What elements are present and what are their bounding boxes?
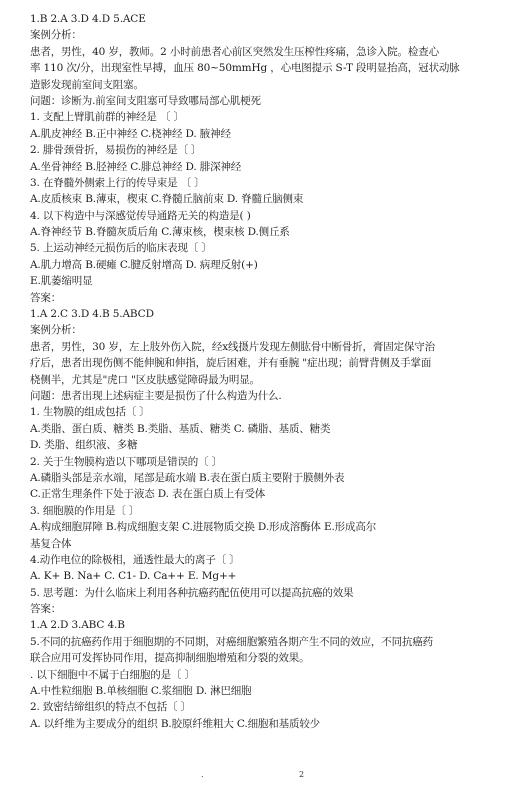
document-body	[30, 11, 502, 732]
text-line: A.磷脂头部是亲水端，尾部是疏水端 B.表在蛋白质主要附于膜侧外表	[30, 471, 345, 484]
text-line: 5. 上运动神经元损伤后的临床表现〔 〕	[30, 242, 212, 255]
text-line: E.肌萎缩明显	[30, 275, 93, 288]
text-line: 案例分析：	[30, 324, 82, 337]
text-line: A.坐骨神经 B.胫神经 C.腓总神经 D. 腓深神经	[30, 160, 242, 173]
text-line: A.肌力增高 B.硬瘫 C.腱反射增高 D. 病理反射(+)	[30, 258, 258, 271]
text-line: 问题：诊断为.前室间支阻塞可导致哪局部心肌梗死	[30, 94, 261, 107]
text-line: A.类脂、蛋白质、糖类 B.类脂、基质、糖类 C. 磷脂、基质、糖类	[30, 422, 331, 435]
text-line: 答案：	[30, 603, 62, 616]
text-line: 桡侧半，尤其是"虎口 "区皮肤感觉障碍最为明显。	[30, 373, 260, 386]
text-line: . 以下细胞中不属于白细胞的是〔 〕	[30, 668, 195, 681]
text-line: 联合应用可发挥协同作用，提高抑制细胞增殖和分裂的效果。	[30, 652, 310, 665]
text-line: 疗后，患者出现伤侧不能伸腕和伸指，旋后困难，并有垂腕 "症出现；前臂背侧及手掌面	[30, 357, 432, 370]
page-footer	[0, 770, 528, 784]
text-line: 2. 致密结缔组织的特点不包括〔 〕	[30, 701, 191, 714]
text-line: 基复合体	[30, 537, 72, 550]
text-line: C.正常生理条件下处于液态 D. 表在蛋白质上有受体	[30, 488, 266, 501]
text-line: A.皮质核束 B.薄束，楔束 C.脊髓丘脑前束 D. 脊髓丘脑侧束	[30, 193, 304, 206]
text-line: 2. 关于生物膜构造以下哪项是错误的〔 〕	[30, 455, 223, 468]
text-line: A. K+ B. Na+ C. C1- D. Ca++ E. Mg++	[30, 570, 237, 583]
text-line: 3. 在脊髓外侧索上行的传导束是 〔 〕	[30, 176, 205, 189]
text-line: 5. 思考题：为什么临床上利用各种抗癌药配伍使用可以提高抗癌的效果	[30, 586, 354, 599]
text-line: 2. 腓骨颈骨折，易损伤的神经是〔 〕	[30, 144, 202, 157]
text-line: D. 类脂、组织液、多糖	[30, 439, 138, 452]
text-line: 答案：	[30, 291, 62, 304]
text-line: 5.不同的抗癌药作用于细胞期的不同期，对癌细胞繁殖各期产生不同的效应，不同抗癌药	[30, 635, 434, 648]
text-line: 1. 支配上臂肌前群的神经是 〔 〕	[30, 111, 184, 124]
text-line: A.中性粒细胞 B.单核细胞 C.浆细胞 D. 淋巴细胞	[30, 685, 252, 698]
text-line: 1.A 2.D 3.ABC 4.B	[30, 619, 125, 632]
text-line: 1.B 2.A 3.D 4.D 5.ACE	[30, 13, 146, 25]
footer-mark: .	[201, 770, 204, 779]
text-line: A. 以纤维为主要成分的组织 B.胶原纤维粗大 C.细胞和基质较少	[30, 717, 321, 730]
page-number: 2	[299, 770, 305, 779]
text-line: 患者，男性，30 岁，左上肢外伤入院，经x线摄片发现左侧肱骨中断骨折，膏固定保守治	[30, 340, 435, 353]
text-line: 3. 细胞膜的作用是〔 〕	[30, 504, 140, 517]
text-line: 问题：患者出现上述病症主要是损伤了什么构造为什么.	[30, 389, 282, 402]
text-line: A.构成细胞屏障 B.构成细胞支架 C.进展物质交换 D.形成溶酶体 E.形成高尔	[30, 521, 377, 534]
text-line: A.脊神经节 B.脊髓灰质后角 C.薄束核，楔束核 D.侧丘系	[30, 226, 290, 239]
text-line: 4.动作电位的除极相，通透性最大的离子〔 〕	[30, 553, 240, 566]
text-line: 1.A 2.C 3.D 4.B 5.ABCD	[30, 308, 154, 321]
text-line: 率 110 次/分，出现室性早搏，血压 80~50mmHg ，心电图提示 S-T 段明显抬高，冠状动脉	[30, 62, 460, 75]
text-line: 4. 以下构造中与深感觉传导通路无关的构造是( )	[30, 209, 251, 222]
text-line: A.肌皮神经 B.正中神经 C.桡神经 D. 腋神经	[30, 127, 231, 140]
text-line: 患者，男性，40 岁，教师。2 小时前患者心前区突然发生压榨性疼痛，急诊入院。检查心	[30, 45, 439, 58]
text-line: 1. 生物膜的组成包括〔 〕	[30, 406, 150, 419]
text-line: 案例分析：	[30, 29, 82, 42]
text-line: 造影发现前室间支阻塞。	[30, 78, 144, 91]
